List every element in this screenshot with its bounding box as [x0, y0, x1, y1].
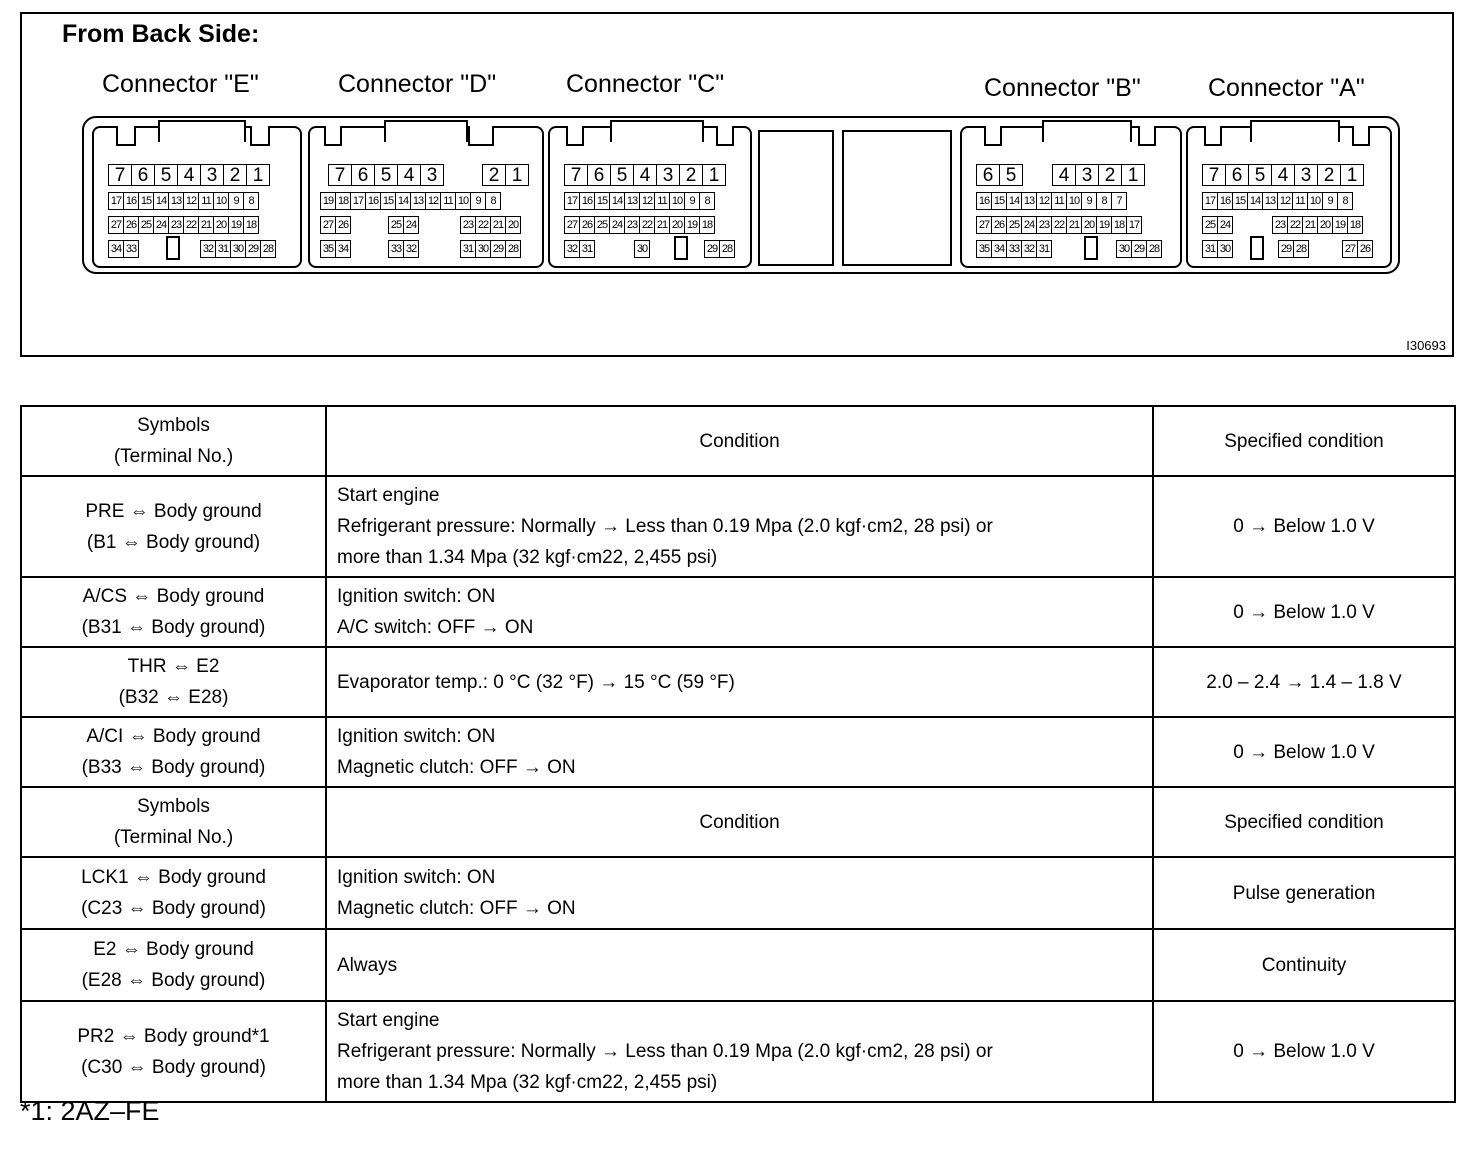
specified-cell	[1153, 647, 1455, 717]
terminal-pin: 27	[976, 216, 992, 234]
terminal-pin: 29	[245, 240, 261, 258]
header-specified	[1153, 406, 1455, 476]
terminal-pin: 23	[1272, 216, 1288, 234]
terminal-pin: 19	[1332, 216, 1348, 234]
pin-row	[1202, 216, 1232, 234]
terminal-pin: 29	[704, 240, 720, 258]
terminal-pin: 17	[350, 192, 366, 210]
terminal-pin: 18	[243, 216, 259, 234]
terminal-pin: 13	[410, 192, 426, 210]
terminal-pin: 9	[228, 192, 244, 210]
terminal-pin: 11	[440, 192, 456, 210]
terminal-pin: 11	[198, 192, 214, 210]
terminal-pin: 22	[475, 216, 491, 234]
specified-cell	[1153, 717, 1455, 787]
terminal-pin: 31	[215, 240, 231, 258]
terminal-pin: 28	[260, 240, 276, 258]
terminal-pin: 30	[475, 240, 491, 258]
terminal-pin: 24	[403, 216, 419, 234]
pin-row	[1342, 240, 1372, 258]
terminal-pin: 19	[320, 192, 336, 210]
terminal-pin: 22	[183, 216, 199, 234]
cell-line: Magnetic clutch: OFF → ON	[337, 757, 576, 778]
pin-row	[108, 240, 138, 258]
cell-line: Magnetic clutch: OFF → ON	[337, 898, 576, 919]
terminal-pin: 3	[200, 164, 224, 186]
footnote: *1: 2AZ–FE	[20, 1096, 160, 1126]
terminal-pin: 29	[1131, 240, 1147, 258]
terminal-pin: 33	[1006, 240, 1022, 258]
terminal-pin: 34	[335, 240, 351, 258]
condition-cell	[326, 476, 1153, 577]
cell-line: more than 1.34 Mpa (32 kgf·cm22, 2,455 psi)	[337, 547, 718, 568]
pin-row	[564, 164, 725, 186]
terminal-pin: 22	[1051, 216, 1067, 234]
table-row	[21, 476, 1455, 577]
terminal-pin: 10	[669, 192, 685, 210]
terminal-pin: 16	[123, 192, 139, 210]
terminal-pin: 18	[699, 216, 715, 234]
terminal-pin: 8	[1096, 192, 1112, 210]
cell-line: LCK1 ⇔ Body ground	[81, 867, 266, 888]
cell-line: Specified condition	[1224, 430, 1384, 452]
terminal-pin: 6	[1225, 164, 1249, 186]
terminal-pin: 12	[183, 192, 199, 210]
table-row	[21, 717, 1455, 787]
pin-row	[976, 216, 1141, 234]
terminal-pin: 8	[699, 192, 715, 210]
terminal-pin: 7	[1202, 164, 1226, 186]
terminal-pin: 21	[198, 216, 214, 234]
terminal-pin: 24	[153, 216, 169, 234]
terminal-pin: 14	[153, 192, 169, 210]
terminal-pin: 33	[123, 240, 139, 258]
cell-line: 2.0 – 2.4 → 1.4 – 1.8 V	[1206, 671, 1402, 693]
terminal-pin: 30	[1116, 240, 1132, 258]
terminal-pin: 3	[1294, 164, 1318, 186]
terminal-pin: 31	[460, 240, 476, 258]
terminal-pin: 28	[719, 240, 735, 258]
terminal-spec-table	[20, 405, 1456, 1103]
terminal-pin: 12	[1277, 192, 1293, 210]
terminal-pin: 16	[976, 192, 992, 210]
terminal-pin: 1	[246, 164, 270, 186]
terminal-pin: 14	[609, 192, 625, 210]
terminal-pin: 11	[654, 192, 670, 210]
terminal-pin: 2	[482, 164, 506, 186]
header-symbols	[21, 406, 326, 476]
terminal-pin: 6	[351, 164, 375, 186]
terminal-pin: 25	[1006, 216, 1022, 234]
terminal-pin: 27	[320, 216, 336, 234]
terminal-pin: 5	[1248, 164, 1272, 186]
terminal-pin: 10	[1307, 192, 1323, 210]
terminal-pin: 13	[1021, 192, 1037, 210]
cell-line: PRE ⇔ Body ground	[85, 500, 262, 522]
terminal-pin: 23	[168, 216, 184, 234]
terminal-pin: 5	[610, 164, 634, 186]
symbols-cell	[21, 476, 326, 577]
pin-row	[388, 216, 418, 234]
terminal-pin: 29	[490, 240, 506, 258]
terminal-pin: 2	[223, 164, 247, 186]
terminal-pin: 21	[490, 216, 506, 234]
terminal-pin: 23	[624, 216, 640, 234]
pin-row	[1272, 216, 1362, 234]
terminal-pin: 14	[395, 192, 411, 210]
terminal-pin: 3	[1075, 164, 1099, 186]
diagram-heading: From Back Side:	[62, 20, 260, 48]
blank-slot	[758, 130, 834, 266]
terminal-pin: 32	[1021, 240, 1037, 258]
cell-line: (C30 ⇔ Body ground)	[81, 1056, 266, 1078]
cell-line: Always	[337, 954, 398, 976]
terminal-pin: 9	[684, 192, 700, 210]
terminal-pin: 24	[609, 216, 625, 234]
cell-line: Continuity	[1261, 954, 1347, 976]
cell-line: (E28 ⇔ Body ground)	[81, 970, 266, 991]
terminal-pin: 15	[594, 192, 610, 210]
terminal-pin: 33	[388, 240, 404, 258]
terminal-pin: 13	[1262, 192, 1278, 210]
terminal-pin: 1	[702, 164, 726, 186]
condition-cell	[326, 647, 1153, 717]
pin-row	[328, 164, 443, 186]
terminal-pin: 11	[1292, 192, 1308, 210]
connector-c	[548, 126, 752, 268]
terminal-pin: 21	[654, 216, 670, 234]
pin-row	[1202, 164, 1363, 186]
terminal-pin: 8	[1337, 192, 1353, 210]
cell-line: Symbols	[137, 415, 210, 436]
connector-c-label: Connector "C"	[566, 70, 725, 98]
pin-row	[482, 164, 528, 186]
pin-row	[704, 240, 734, 258]
terminal-pin: 7	[564, 164, 588, 186]
cell-line: (C23 ⇔ Body ground)	[81, 898, 266, 919]
terminal-pin: 7	[328, 164, 352, 186]
pin-row	[460, 240, 520, 258]
specified-cell	[1153, 476, 1455, 577]
terminal-pin: 18	[1347, 216, 1363, 234]
terminal-pin: 25	[594, 216, 610, 234]
specified-cell	[1153, 577, 1455, 647]
symbols-cell	[21, 717, 326, 787]
terminal-pin: 14	[1006, 192, 1022, 210]
terminal-pin: 4	[1271, 164, 1295, 186]
header-condition	[326, 406, 1153, 476]
cell-line: (B33 ⇔ Body ground)	[81, 757, 266, 778]
connector-e-label: Connector "E"	[102, 70, 259, 98]
pin-row	[200, 240, 275, 258]
cell-line: (B32 ⇔ E28)	[118, 687, 229, 708]
cell-line: (Terminal No.)	[113, 446, 234, 467]
header-symbols	[21, 787, 326, 857]
terminal-pin: 15	[991, 192, 1007, 210]
terminal-pin: 19	[684, 216, 700, 234]
cell-line: Ignition switch: ON	[337, 586, 496, 607]
cell-line: Condition	[699, 811, 780, 833]
specified-cell	[1153, 857, 1455, 929]
terminal-pin: 18	[335, 192, 351, 210]
pin-row	[564, 192, 714, 210]
terminal-pin: 5	[374, 164, 398, 186]
terminal-pin: 2	[1317, 164, 1341, 186]
figure-id: I30693	[1406, 338, 1446, 353]
cell-line: Pulse generation	[1232, 882, 1376, 904]
cell-line: (B31 ⇔ Body ground)	[81, 617, 266, 638]
terminal-pin: 32	[564, 240, 580, 258]
table-row	[21, 647, 1455, 717]
terminal-pin: 3	[656, 164, 680, 186]
terminal-pin: 26	[991, 216, 1007, 234]
terminal-pin: 21	[1066, 216, 1082, 234]
specified-cell	[1153, 1001, 1455, 1102]
connector-b-label: Connector "B"	[984, 74, 1141, 102]
table-header-row	[21, 787, 1455, 857]
terminal-pin: 15	[138, 192, 154, 210]
terminal-pin: 10	[213, 192, 229, 210]
header-condition	[326, 787, 1153, 857]
terminal-pin: 8	[485, 192, 501, 210]
terminal-pin: 7	[1111, 192, 1127, 210]
pin-row	[388, 240, 418, 258]
terminal-pin: 5	[999, 164, 1023, 186]
pin-row	[108, 192, 258, 210]
terminal-pin: 27	[1342, 240, 1358, 258]
pin-row	[1116, 240, 1161, 258]
pin-row	[564, 216, 714, 234]
condition-cell	[326, 717, 1153, 787]
cell-line: Symbols	[137, 796, 210, 817]
table-header-row	[21, 406, 1455, 476]
table-row	[21, 577, 1455, 647]
terminal-pin: 12	[425, 192, 441, 210]
terminal-pin: 35	[320, 240, 336, 258]
cell-line: Start engine	[337, 1010, 440, 1031]
terminal-pin: 4	[633, 164, 657, 186]
symbols-cell	[21, 577, 326, 647]
cell-line: Evaporator temp.: 0 °C (32 °F) → 15 °C (59 °F)	[337, 671, 735, 693]
connector-d	[308, 126, 544, 268]
terminal-pin: 17	[564, 192, 580, 210]
cell-line: PR2 ⇔ Body ground*1	[77, 1025, 270, 1047]
terminal-pin: 28	[1146, 240, 1162, 258]
terminal-pin: 9	[1322, 192, 1338, 210]
connector-d-label: Connector "D"	[338, 70, 497, 98]
cell-line: Specified condition	[1224, 811, 1384, 833]
terminal-pin: 31	[579, 240, 595, 258]
cell-line: E2 ⇔ Body ground	[93, 939, 254, 960]
cell-line: Ignition switch: ON	[337, 867, 496, 888]
terminal-pin: 16	[579, 192, 595, 210]
symbols-cell	[21, 647, 326, 717]
terminal-pin: 28	[505, 240, 521, 258]
cell-line: Ignition switch: ON	[337, 726, 496, 747]
condition-cell	[326, 857, 1153, 929]
terminal-pin: 2	[679, 164, 703, 186]
cell-line: (Terminal No.)	[113, 827, 234, 848]
terminal-pin: 10	[455, 192, 471, 210]
terminal-pin: 23	[1036, 216, 1052, 234]
pin-row	[976, 192, 1126, 210]
terminal-pin: 15	[380, 192, 396, 210]
terminal-pin: 20	[669, 216, 685, 234]
terminal-pin: 28	[1293, 240, 1309, 258]
terminal-pin: 12	[1036, 192, 1052, 210]
pin-row	[460, 216, 520, 234]
symbols-cell	[21, 929, 326, 1001]
terminal-pin: 20	[213, 216, 229, 234]
terminal-pin: 25	[1202, 216, 1218, 234]
terminal-pin: 23	[460, 216, 476, 234]
pin-row	[320, 192, 500, 210]
terminal-pin: 22	[1287, 216, 1303, 234]
terminal-pin: 11	[1051, 192, 1067, 210]
terminal-pin: 34	[108, 240, 124, 258]
terminal-pin: 31	[1202, 240, 1218, 258]
terminal-pin: 13	[168, 192, 184, 210]
cell-line: THR ⇔ E2	[127, 656, 220, 677]
pin-row	[976, 164, 1022, 186]
ecu-connector-board	[82, 116, 1400, 274]
connector-a-label: Connector "A"	[1208, 74, 1365, 102]
terminal-pin: 9	[470, 192, 486, 210]
cell-line: 0 → Below 1.0 V	[1233, 741, 1375, 763]
terminal-pin: 3	[420, 164, 444, 186]
cell-line: A/CI ⇔ Body ground	[86, 726, 261, 747]
terminal-pin: 15	[1232, 192, 1248, 210]
connector-b	[960, 126, 1182, 268]
cell-line: 0 → Below 1.0 V	[1233, 1041, 1375, 1062]
cell-line: Start engine	[337, 485, 440, 506]
specified-cell	[1153, 929, 1455, 1001]
terminal-pin: 29	[1278, 240, 1294, 258]
terminal-pin: 9	[1081, 192, 1097, 210]
table-row	[21, 1001, 1455, 1102]
terminal-pin: 20	[1317, 216, 1333, 234]
terminal-pin: 1	[505, 164, 529, 186]
terminal-pin: 10	[1066, 192, 1082, 210]
terminal-pin: 30	[230, 240, 246, 258]
terminal-pin: 30	[634, 240, 650, 258]
terminal-pin: 19	[228, 216, 244, 234]
terminal-pin: 17	[1126, 216, 1142, 234]
table-row	[21, 929, 1455, 1001]
terminal-pin: 16	[365, 192, 381, 210]
terminal-pin: 24	[1021, 216, 1037, 234]
terminal-pin: 4	[397, 164, 421, 186]
terminal-pin: 7	[108, 164, 132, 186]
connector-e	[92, 126, 302, 268]
pin-row	[108, 164, 269, 186]
pin-row	[634, 240, 649, 258]
connector-a	[1186, 126, 1392, 268]
terminal-pin: 31	[1036, 240, 1052, 258]
terminal-pin: 5	[154, 164, 178, 186]
cell-line: more than 1.34 Mpa (32 kgf·cm22, 2,455 psi)	[337, 1072, 718, 1093]
terminal-pin: 27	[564, 216, 580, 234]
terminal-pin: 32	[200, 240, 216, 258]
terminal-pin: 4	[1052, 164, 1076, 186]
terminal-pin: 22	[639, 216, 655, 234]
terminal-pin: 26	[579, 216, 595, 234]
pin-row	[564, 240, 594, 258]
symbols-cell	[21, 1001, 326, 1102]
terminal-pin: 35	[976, 240, 992, 258]
terminal-pin: 34	[991, 240, 1007, 258]
terminal-pin: 19	[1096, 216, 1112, 234]
terminal-pin: 20	[1081, 216, 1097, 234]
terminal-pin: 14	[1247, 192, 1263, 210]
condition-cell	[326, 1001, 1153, 1102]
pin-row	[1202, 192, 1352, 210]
cell-line: Refrigerant pressure: Normally → Less than 0.19 Mpa (2.0 kgf·cm2, 28 psi) or	[337, 1041, 993, 1062]
terminal-pin: 6	[587, 164, 611, 186]
cell-line: A/CS ⇔ Body ground	[82, 586, 265, 607]
pin-row	[1278, 240, 1308, 258]
pin-row	[976, 240, 1051, 258]
connector-diagram	[20, 12, 1454, 357]
terminal-pin: 24	[1217, 216, 1233, 234]
terminal-pin: 16	[1217, 192, 1233, 210]
terminal-pin: 17	[1202, 192, 1218, 210]
condition-cell	[326, 929, 1153, 1001]
cell-line: 0 → Below 1.0 V	[1233, 601, 1375, 623]
cell-line: A/C switch: OFF → ON	[337, 617, 534, 638]
pin-row	[108, 216, 258, 234]
header-specified	[1153, 787, 1455, 857]
pin-row	[1052, 164, 1144, 186]
cell-line: (B1 ⇔ Body ground)	[86, 531, 261, 553]
table-row	[21, 857, 1455, 929]
terminal-pin: 12	[639, 192, 655, 210]
terminal-pin: 32	[403, 240, 419, 258]
terminal-pin: 6	[131, 164, 155, 186]
terminal-pin: 4	[177, 164, 201, 186]
condition-cell	[326, 577, 1153, 647]
terminal-pin: 13	[624, 192, 640, 210]
terminal-pin: 25	[138, 216, 154, 234]
terminal-pin: 18	[1111, 216, 1127, 234]
terminal-pin: 26	[123, 216, 139, 234]
cell-line: 0 → Below 1.0 V	[1233, 516, 1375, 537]
blank-slot	[842, 130, 952, 266]
terminal-pin: 26	[335, 216, 351, 234]
pin-row	[320, 240, 350, 258]
terminal-pin: 6	[976, 164, 1000, 186]
terminal-pin: 25	[388, 216, 404, 234]
terminal-pin: 30	[1217, 240, 1233, 258]
cell-line: Condition	[699, 430, 780, 452]
terminal-pin: 1	[1340, 164, 1364, 186]
terminal-pin: 27	[108, 216, 124, 234]
symbols-cell	[21, 857, 326, 929]
terminal-pin: 8	[243, 192, 259, 210]
terminal-pin: 17	[108, 192, 124, 210]
terminal-pin: 2	[1098, 164, 1122, 186]
terminal-pin: 26	[1357, 240, 1373, 258]
pin-row	[1202, 240, 1232, 258]
terminal-pin: 20	[505, 216, 521, 234]
terminal-pin: 21	[1302, 216, 1318, 234]
pin-row	[320, 216, 350, 234]
cell-line: Refrigerant pressure: Normally → Less than 0.19 Mpa (2.0 kgf·cm2, 28 psi) or	[337, 516, 993, 537]
terminal-pin: 1	[1121, 164, 1145, 186]
